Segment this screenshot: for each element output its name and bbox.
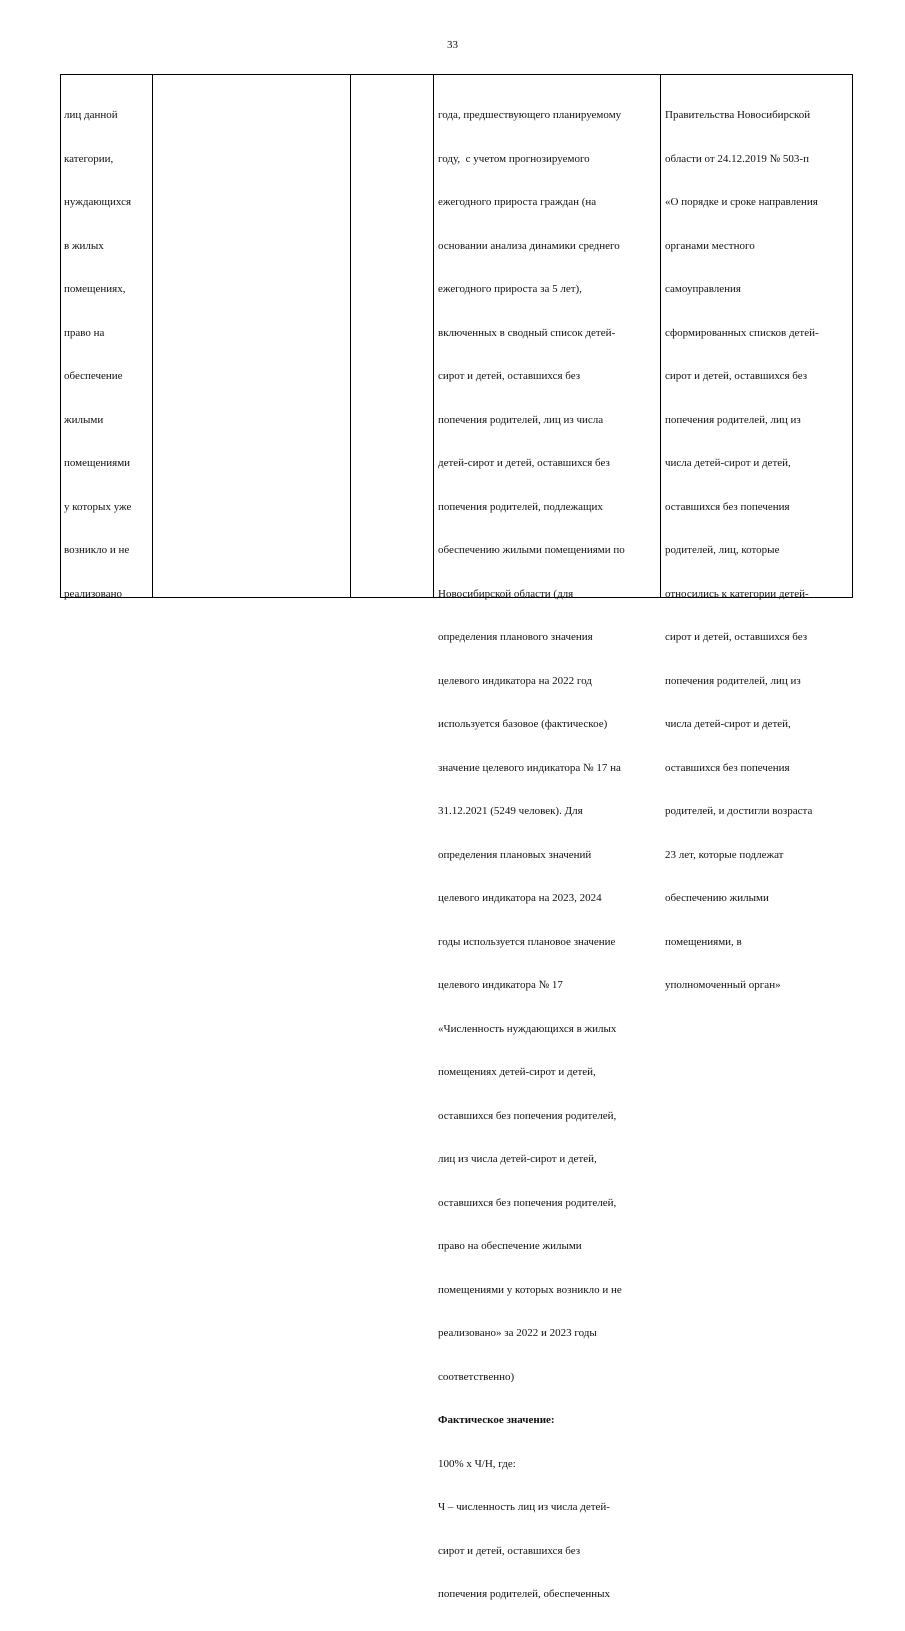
page-number: 33: [447, 39, 458, 51]
text-line: включенных в сводный список детей-: [438, 326, 616, 339]
text-line: используется базовое (фактическое): [438, 718, 608, 730]
text-line: помещениями, в: [665, 935, 742, 948]
text-line: года, предшествующего планируемому: [438, 109, 622, 121]
text-line: сирот и детей, оставшихся без: [438, 370, 581, 382]
text-line: числа детей-сирот и детей,: [665, 718, 791, 730]
cell-column-4: [438, 79, 625, 1631]
text-line: попечения родителей, лиц из: [665, 674, 801, 687]
text-line: относились к категории детей-: [665, 587, 809, 600]
text-line: попечения родителей, лиц из: [665, 413, 801, 426]
text-line: сирот и детей, оставшихся без: [665, 370, 808, 382]
text-line: право на: [64, 326, 105, 339]
text-line: детей-сирот и детей, оставшихся без: [438, 457, 610, 469]
text-line: органами местного: [665, 239, 755, 252]
text-line: сирот и детей, оставшихся без: [665, 631, 808, 643]
text-line: попечения родителей, обеспеченных: [438, 1588, 611, 1600]
text-line: определения планового значения: [438, 631, 593, 643]
text-line: реализовано: [64, 587, 122, 600]
text-line: оставшихся без попечения родителей,: [438, 1109, 617, 1122]
text-line: соответственно): [438, 1370, 515, 1383]
text-line: реализовано» за 2022 и 2023 годы: [438, 1327, 597, 1339]
text-line: Правительства Новосибирской: [665, 109, 811, 121]
text-line: значение целевого индикатора № 17 на: [438, 761, 621, 774]
text-line: в жилых: [64, 239, 104, 252]
text-line: 100% х Ч/Н, где:: [438, 1457, 516, 1470]
text-line: определения плановых значений: [438, 848, 592, 861]
text-line: у которых уже: [64, 500, 132, 513]
text-line: Ч – численность лиц из числа детей-: [438, 1501, 610, 1513]
text-line: попечения родителей, подлежащих: [438, 500, 603, 513]
text-line: основании анализа динамики среднего: [438, 239, 620, 252]
text-line: «О порядке и сроке направления: [665, 196, 818, 208]
text-line: обеспечение: [64, 370, 123, 382]
text-line: оставшихся без попечения родителей,: [438, 1196, 617, 1209]
text-line: числа детей-сирот и детей,: [665, 457, 791, 469]
text-line: помещениях детей-сирот и детей,: [438, 1066, 596, 1078]
text-line: ежегодного прироста граждан (на: [438, 196, 597, 208]
text-line: обеспечению жилыми помещениями по: [438, 544, 625, 556]
text-line: оставшихся без попечения: [665, 761, 790, 774]
text-line: целевого индикатора на 2022 год: [438, 674, 592, 687]
text-line: «Численность нуждающихся в жилых: [438, 1022, 617, 1035]
text-line: оставшихся без попечения: [665, 500, 790, 513]
text-line: 23 лет, которые подлежат: [665, 848, 784, 861]
text-line: лиц из числа детей-сирот и детей,: [438, 1153, 597, 1165]
text-line: годы используется плановое значение: [438, 935, 616, 948]
text-line: обеспечению жилыми: [665, 892, 769, 904]
document-table: [60, 74, 853, 1600]
text-line: уполномоченный орган»: [665, 979, 781, 991]
text-line: целевого индикатора № 17: [438, 979, 563, 991]
text-line: Новосибирской области (для: [438, 587, 574, 600]
column-divider: [433, 75, 434, 597]
text-line: сформированных списков детей-: [665, 326, 819, 339]
text-line: возникло и не: [64, 544, 130, 556]
text-line: сирот и детей, оставшихся без: [438, 1544, 581, 1557]
text-line: жилыми: [64, 413, 104, 426]
text-line: родителей, и достигли возраста: [665, 805, 813, 817]
text-line: нуждающихся: [64, 196, 132, 208]
text-line: ежегодного прироста за 5 лет),: [438, 283, 582, 295]
text-line: области от 24.12.2019 № 503-п: [665, 152, 809, 165]
text-line: 31.12.2021 (5249 человек). Для: [438, 805, 583, 817]
cell-column-5: [665, 79, 819, 1022]
cell-column-1: [64, 79, 131, 630]
text-line: лиц данной: [64, 109, 118, 121]
text-line: помещениях,: [64, 283, 126, 295]
text-line: категории,: [64, 152, 114, 165]
text-line: право на обеспечение жилыми: [438, 1240, 582, 1252]
text-line: помещениями у которых возникло и не: [438, 1283, 622, 1296]
section-heading: Фактическое значение:: [438, 1414, 555, 1426]
text-line: родителей, лиц, которые: [665, 544, 780, 556]
text-line: попечения родителей, лиц из числа: [438, 413, 604, 426]
column-divider: [152, 75, 153, 597]
column-divider: [660, 75, 661, 597]
text-line: самоуправления: [665, 283, 741, 295]
text-line: помещениями: [64, 457, 131, 469]
text-line: целевого индикатора на 2023, 2024: [438, 892, 602, 904]
column-divider: [350, 75, 351, 597]
text-line: году, с учетом прогнозируемого: [438, 152, 590, 165]
